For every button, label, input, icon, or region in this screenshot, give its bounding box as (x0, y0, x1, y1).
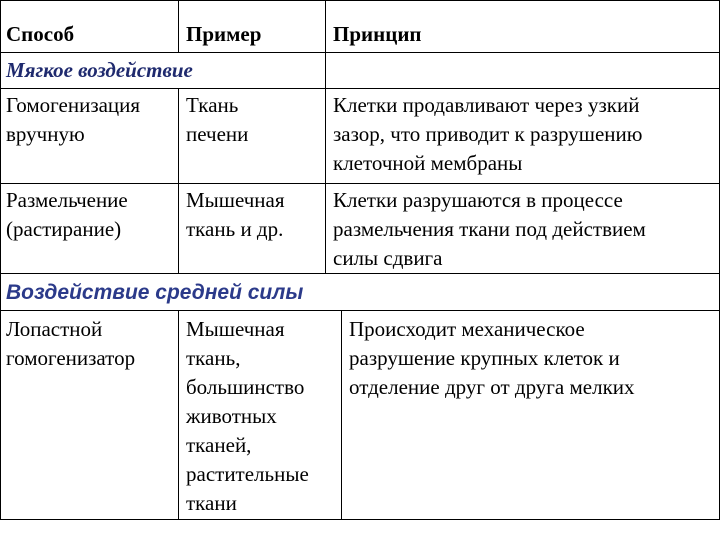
row-1-principle: Клетки продавливают через узкий зазор, что приводит к разрушению клеточной мембраны (333, 93, 643, 175)
row-2-example: Мышечная ткань и др. (186, 188, 285, 241)
col-divider-2-header (325, 0, 326, 88)
header-divider (0, 52, 720, 53)
table-border-bottom (0, 519, 720, 520)
header-principle: Принцип (333, 22, 422, 46)
col-divider-1-last (178, 310, 179, 520)
col-divider-1-header (178, 0, 179, 52)
section-soft-divider (0, 88, 720, 89)
row-1-divider (0, 183, 720, 184)
table-border-left (0, 0, 1, 520)
row-2-divider (0, 273, 720, 274)
col-divider-1-body (178, 88, 179, 273)
row-3-method: Лопастной гомогенизатор (6, 317, 136, 370)
header-method: Способ (6, 22, 75, 46)
row-2-method: Размельчение (растирание) (6, 188, 128, 241)
section-medium-title: Воздействие средней силы (6, 281, 304, 304)
col-divider-2-last (341, 310, 342, 520)
table-border-top (0, 0, 720, 1)
col-divider-2-body (325, 88, 326, 273)
row-2-principle: Клетки разрушаются в процессе размельчения ткани под действием силы сдвига (333, 188, 646, 270)
row-1-method: Гомогенизация вручную (6, 93, 141, 146)
row-1-example: Ткань печени (186, 93, 249, 146)
row-3-example: Мышечная ткань, большинство животных тканей, растительные ткани (186, 317, 309, 515)
row-3-principle: Происходит механическое разрушение крупных клеток и отделение друг от друга мелких (349, 317, 635, 399)
section-soft-title: Мягкое воздействие (6, 58, 193, 82)
section-medium-divider (0, 310, 720, 311)
header-example: Пример (186, 22, 262, 46)
